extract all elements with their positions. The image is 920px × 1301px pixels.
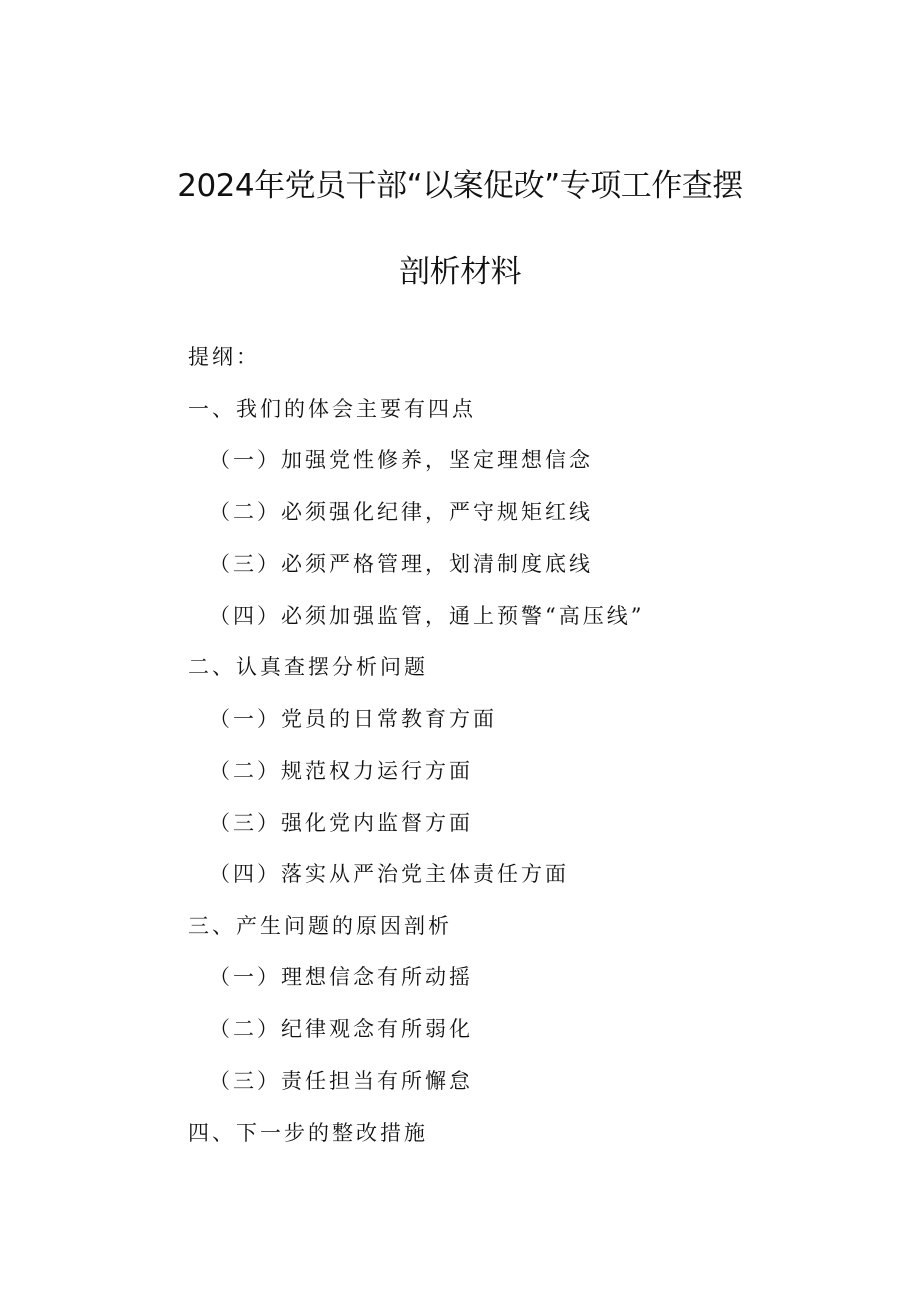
document-title-line-1: 2024年党员干部“以案促改”专项工作查摆 <box>177 168 743 204</box>
section-heading-3: 三、产生问题的原因剖析 <box>188 914 452 938</box>
section-1-item-3: （三）必须严格管理，划清制度底线 <box>209 552 593 576</box>
section-3-item-1: （一）理想信念有所动摇 <box>209 965 473 989</box>
section-2-item-1: （一）党员的日常教育方面 <box>209 707 497 731</box>
section-heading-4: 四、下一步的整改措施 <box>188 1121 428 1145</box>
section-3-item-3: （三）责任担当有所懈怠 <box>209 1069 473 1093</box>
section-1-item-2: （二）必须强化纪律，严守规矩红线 <box>209 500 593 524</box>
section-1-item-1: （一）加强党性修养，坚定理想信念 <box>209 448 593 472</box>
section-1-item-4: （四）必须加强监管，通上预警“高压线” <box>209 604 645 628</box>
section-2-item-4: （四）落实从严治党主体责任方面 <box>209 862 569 886</box>
section-2-item-2: （二）规范权力运行方面 <box>209 759 473 783</box>
section-heading-1: 一、我们的体会主要有四点 <box>188 397 476 421</box>
section-3-item-2: （二）纪律观念有所弱化 <box>209 1017 473 1041</box>
outline-label: 提纲： <box>188 345 260 369</box>
document-title-line-2: 剖析材料 <box>399 254 521 290</box>
section-heading-2: 二、认真查摆分析问题 <box>188 655 428 679</box>
section-2-item-3: （三）强化党内监督方面 <box>209 811 473 835</box>
